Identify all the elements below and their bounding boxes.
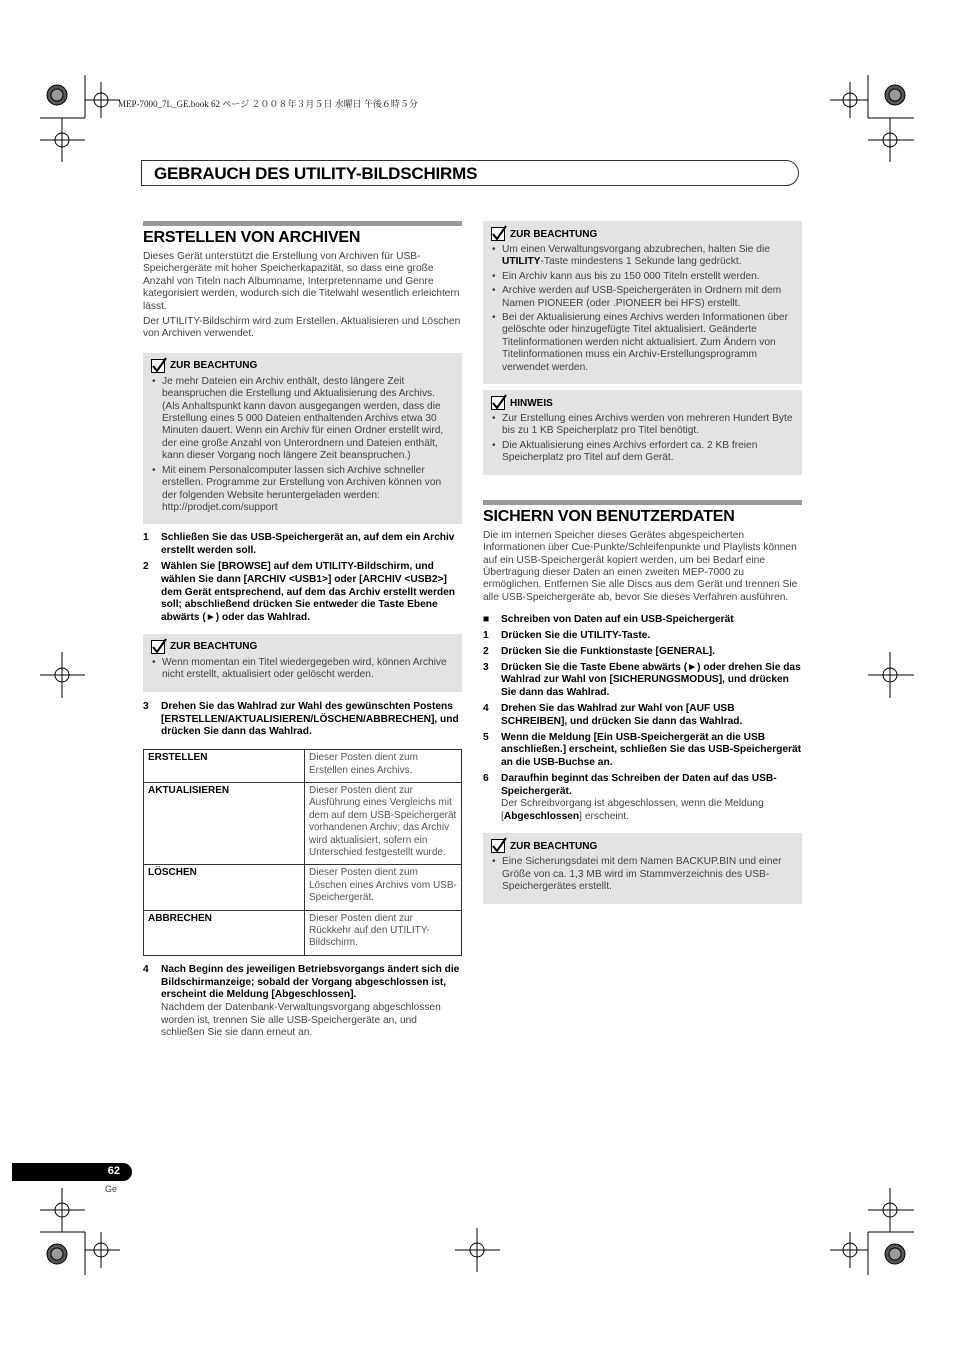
- note-title: ZUR BEACHTUNG: [170, 641, 258, 653]
- table-row: AKTUALISIEREN Dieser Posten dient zur Ausführung eines Vergleichs mit dem auf dem USB-Speichergerät vorhandenen Archiv; das Archiv wird aktualisiert, sofern ein Unterschied festgestellt wurde.: [144, 782, 462, 864]
- options-table: [143, 749, 462, 956]
- square-bullet-icon: ■: [483, 614, 490, 626]
- step-3: 3 Drehen Sie das Wahlrad zur Wahl des gewünschten Postens [ERSTELLEN/AKTUALISIEREN/LÖSCHEN/ABBRECHEN], und drücken Sie dann das Wahlrad.: [143, 700, 459, 738]
- checkmark-icon: [151, 359, 165, 373]
- checkmark-icon: [491, 839, 505, 853]
- note-box: [483, 221, 802, 384]
- list-item: • Ein Archiv kann aus bis zu 150 000 Titeln erstellt werden.: [491, 271, 794, 283]
- hint-title: HINWEIS: [510, 397, 553, 409]
- list-item: • Die Aktualisierung eines Archivs erfordert ca. 2 KB freien Speicherplatz pro Titel auf dem Gerät.: [491, 440, 794, 465]
- step-1: 1 Schließen Sie das USB-Speichergerät an, auf dem ein Archiv erstellt werden soll.: [143, 532, 455, 557]
- section-heading-archive: ERSTELLEN VON ARCHIVEN: [143, 229, 361, 246]
- section-bar: [143, 221, 462, 226]
- list-item: • Mit einem Personalcomputer lassen sich Archive schneller erstellen. Programme zur Erstellung von Archiven können von der folgenden Website heruntergeladen werden: http://prodjet.com/support: [151, 465, 454, 515]
- list-item: • Archive werden auf USB-Speichergeräten in Ordnern mit dem Namen PIONEER (oder .PIONEER bei HFS) erstellt.: [491, 285, 794, 310]
- step-2: 2 Wählen Sie [BROWSE] auf dem UTILITY-Bildschirm, und wählen Sie dann [ARCHIV <USB1>] oder [ARCHIV <USB2>] dem Gerät entsprechend, auf dem das Archiv erstellt werden soll; abschließend drücken Sie entweder die Taste Ebene abwärts (►) oder das Wahlrad.: [143, 560, 456, 624]
- table-row: ERSTELLEN Dieser Posten dient zum Erstellen eines Archivs.: [144, 750, 462, 783]
- list-item: • Bei der Aktualisierung eines Archivs werden Informationen über gelöschte oder hinzugefügte Titel aktualisiert. Geänderte Titelinformationen werden nicht aktualisiert. Zum Ändern von Titelinformationen muss ein Archiv-Erstellungsprogramm verwendet werden.: [491, 312, 794, 374]
- note-header: [491, 396, 794, 410]
- print-header: MEP-7000_7L_GE.book 62 ページ ２００８年３月５日 水曜日 午後６時５分: [118, 99, 418, 109]
- backup-step-6: 6 Daraufhin beginnt das Schreiben der Daten auf das USB-Speichergerät.: [483, 772, 777, 797]
- note-box: [483, 833, 802, 903]
- step-6-detail: Der Schreibvorgang ist abgeschlossen, wenn die Meldung [Abgeschlossen] erscheint.: [501, 798, 764, 822]
- chapter-header: [141, 160, 799, 186]
- note-header: [491, 839, 794, 853]
- right-column: [483, 221, 802, 904]
- chapter-title: GEBRAUCH DES UTILITY-BILDSCHIRMS: [154, 164, 478, 183]
- list-item: • Wenn momentan ein Titel wiedergegeben wird, können Archive nicht erstellt, aktualisiert oder gelöscht werden.: [151, 657, 454, 682]
- paragraph: Dieses Gerät unterstützt die Erstellung von Archiven für USB-Speichergeräte mit hoher Speicherkapazität, so dass eine große Anzahl von Titeln nach Albumname, Interpretenname und Genre kategorisiert werden, wodurch sich die Titelwahl wesentlich erleichtern lässt.: [143, 251, 460, 312]
- table-row: ABBRECHEN Dieser Posten dient zur Rückkehr auf den UTILITY-Bildschirm.: [144, 910, 462, 955]
- paragraph: Der UTILITY-Bildschirm wird zum Erstellen, Aktualisieren und Löschen von Archiven verwendet.: [143, 316, 461, 340]
- list-item: • Um einen Verwaltungsvorgang abzubrechen, halten Sie die UTILITY-Taste mindestens 1 Sekunde lang gedrückt.: [491, 244, 794, 269]
- backup-step-2: 2 Drücken Sie die Funktionstaste [GENERAL].: [483, 645, 715, 657]
- subheading: ■ Schreiben von Daten auf ein USB-Speichergerät: [483, 614, 734, 626]
- list-item: • Je mehr Dateien ein Archiv enthält, desto längere Zeit beanspruchen die Erstellung und Aktualisierung des Archivs. (Als Anhaltspunkt kann davon ausgegangen werden, dass die Erstellung eines 5 000 Dateien enthaltenden Archivs etwa 30 Minuten dauert. Wenn ein Archiv für einen Ordner erstellt wird, der eine große Anzahl von Unterordnern und Dateien enthält, kann dieser Vorgang noch längere Zeit beanspruchen.): [151, 376, 454, 463]
- backup-step-1: 1 Drücken Sie die UTILITY-Taste.: [483, 629, 651, 641]
- note-title: ZUR BEACHTUNG: [510, 840, 598, 852]
- step-4-detail: Nachdem der Datenbank-Verwaltungsvorgang abgeschlossen worden ist, trennen Sie alle USB-Speichergeräte an, und schließen Sie sie dann erneut an.: [161, 1002, 441, 1038]
- backup-step-3: 3 Drücken Sie die Taste Ebene abwärts (►) oder drehen Sie das Wahlrad zur Wahl von [SICHERUNGSMODUS], und drücken Sie dann das Wahlrad.: [483, 661, 801, 699]
- left-column: [143, 221, 462, 1039]
- step-4: 4 Nach Beginn des jeweiligen Betriebsvorgangs ändert sich die Bildschirmanzeige; sobald der Vorgang abgeschlossen ist, erscheint die Meldung [Abgeschlossen].: [143, 963, 460, 1001]
- note-box: [143, 634, 462, 692]
- section-bar: [483, 500, 802, 505]
- list-item: • Zur Erstellung eines Archivs werden von mehreren Hundert Byte bis zu 1 KB Speicherplatz pro Titel benötigt.: [491, 413, 794, 438]
- checkmark-icon: [151, 640, 165, 654]
- backup-step-4: 4 Drehen Sie das Wahlrad zur Wahl von [AUF USB SCHREIBEN], und drücken Sie dann das Wahlrad.: [483, 702, 743, 727]
- note-header: [491, 227, 794, 241]
- page-language: Ge: [105, 1184, 118, 1194]
- section-heading-backup: SICHERN VON BENUTZERDATEN: [483, 507, 735, 525]
- checkmark-icon: [491, 396, 505, 410]
- list-item: • Eine Sicherungsdatei mit dem Namen BACKUP.BIN und einer Größe von ca. 1,3 MB wird im Stammverzeichnis des USB-Speichergerätes erstellt.: [491, 856, 794, 893]
- note-header: [151, 640, 454, 654]
- page-number-tab: [12, 1163, 132, 1181]
- note-title: ZUR BEACHTUNG: [170, 360, 258, 372]
- paragraph: Die im internen Speicher dieses Gerätes abgespeicherten Informationen über Cue-Punkte/Schleifenpunkte und Playlists können auf ein USB-Speichergerät kopiert werden, um bei Bedarf eine Übertragung dieser Daten an einen zweiten MEP-7000 zu ermöglichen. Entfernen Sie alle Discs aus dem Gerät und trennen Sie alle USB-Speichergeräte ab, bevor Sie dieses Verfahren ausführen.: [483, 529, 798, 603]
- page-number: 62: [107, 1165, 120, 1177]
- checkmark-icon: [491, 227, 505, 241]
- hint-box: [483, 390, 802, 475]
- table-row: LÖSCHEN Dieser Posten dient zum Löschen eines Archivs vom USB-Speichergerät.: [144, 865, 462, 910]
- backup-step-5: 5 Wenn die Meldung [Ein USB-Speichergerät an die USB anschließen.] erscheint, schließen Sie das USB-Speichergerät an die USB-Buchse an.: [483, 731, 802, 769]
- note-header: [151, 359, 454, 373]
- note-title: ZUR BEACHTUNG: [510, 228, 598, 240]
- note-box: [143, 353, 462, 524]
